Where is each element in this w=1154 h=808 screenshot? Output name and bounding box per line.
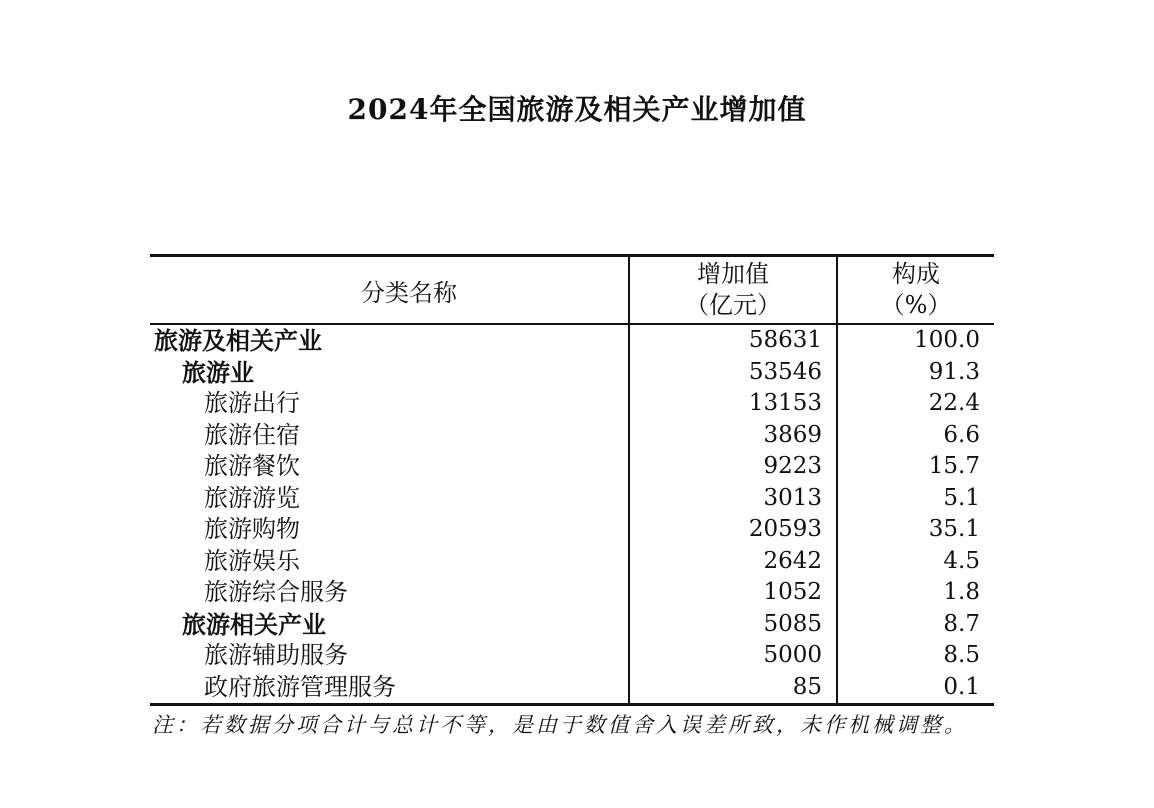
row-name: 旅游业 [182, 357, 254, 387]
row-name: 旅游及相关产业 [154, 326, 322, 355]
table-row [150, 420, 994, 452]
table-row [150, 514, 994, 546]
table-row [150, 483, 994, 515]
row-name: 旅游相关产业 [182, 609, 326, 639]
header-pct-line1: 构成 [892, 260, 940, 288]
row-name: 旅游综合服务 [204, 578, 348, 606]
row-pct: 0.1 [836, 672, 994, 704]
row-pct: 35.1 [836, 514, 994, 546]
row-pct: 8.5 [836, 640, 994, 672]
footnote: 注：若数据分项合计与总计不等，是由于数值舍入误差所致，未作机械调整。 [152, 713, 968, 737]
row-name: 旅游娱乐 [204, 546, 300, 575]
page-title: 2024年全国旅游及相关产业增加值 [347, 93, 807, 126]
row-pct: 1.8 [836, 577, 994, 609]
row-value: 3869 [628, 420, 836, 452]
row-pct: 5.1 [836, 483, 994, 515]
table-row [150, 325, 994, 357]
header-value-line1: 增加值 [697, 260, 769, 288]
row-value: 5085 [628, 609, 836, 641]
row-pct: 100.0 [836, 325, 994, 357]
row-value: 53546 [628, 357, 836, 389]
row-value: 5000 [628, 640, 836, 672]
row-value: 9223 [628, 451, 836, 483]
row-pct: 6.6 [836, 420, 994, 452]
table-row [150, 357, 994, 389]
data-table [150, 254, 994, 706]
row-value: 20593 [628, 514, 836, 546]
row-value: 85 [628, 672, 836, 704]
header-value [628, 257, 836, 323]
row-name: 旅游购物 [204, 515, 300, 543]
row-pct: 15.7 [836, 451, 994, 483]
row-value: 58631 [628, 325, 836, 357]
row-name: 旅游辅助服务 [204, 641, 348, 669]
row-value: 3013 [628, 483, 836, 515]
row-value: 2642 [628, 546, 836, 578]
table-row [150, 388, 994, 420]
header-pct-line2: （%） [880, 291, 952, 319]
table-row [150, 672, 994, 704]
row-value: 1052 [628, 577, 836, 609]
row-name: 旅游出行 [204, 389, 300, 417]
table-row [150, 546, 994, 578]
row-name: 政府旅游管理服务 [204, 672, 396, 701]
row-pct: 8.7 [836, 609, 994, 641]
header-pct [836, 257, 994, 323]
table-row [150, 609, 994, 641]
table-row [150, 640, 994, 672]
row-name: 旅游游览 [204, 483, 300, 512]
header-name: 分类名称 [361, 278, 457, 307]
row-value: 13153 [628, 388, 836, 420]
row-name: 旅游餐饮 [204, 452, 300, 480]
table-row [150, 577, 994, 609]
row-name: 旅游住宿 [204, 420, 300, 449]
header-value-line2: （亿元） [685, 291, 781, 319]
table-row [150, 451, 994, 483]
row-pct: 91.3 [836, 357, 994, 389]
row-pct: 4.5 [836, 546, 994, 578]
table-header [150, 257, 994, 325]
row-pct: 22.4 [836, 388, 994, 420]
